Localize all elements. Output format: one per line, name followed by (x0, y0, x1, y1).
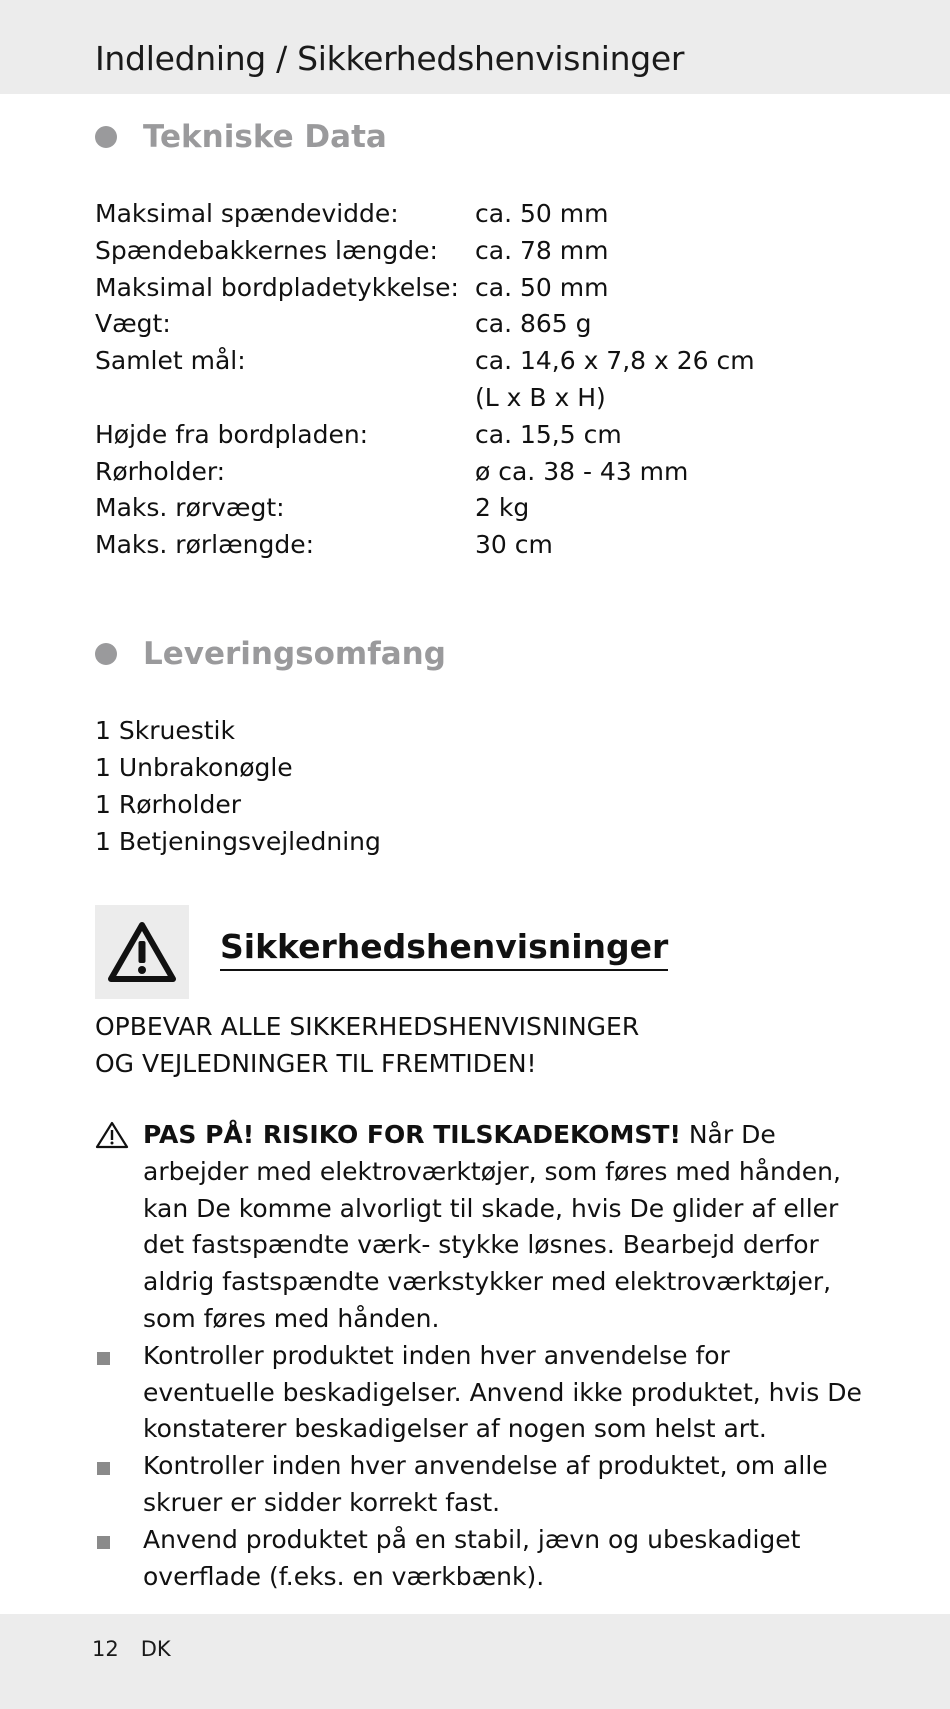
marker (95, 1338, 131, 1375)
warning-triangle-icon (95, 1121, 129, 1149)
safety-item (95, 1448, 865, 1522)
spec-value: ca. 14,6 x 7,8 x 26 cm (475, 346, 755, 376)
spec-value: 2 kg (475, 493, 530, 523)
spec-label: Maksimal bordpladetykkelse: (95, 272, 459, 302)
list-item: 1 Betjeningsvejledning (95, 827, 381, 856)
marker (95, 1448, 131, 1485)
section-title: Leveringsomfang (143, 636, 446, 672)
warning-box (95, 905, 189, 999)
warning-triangle-icon (107, 921, 177, 983)
spec-value: ø ca. 38 - 43 mm (475, 456, 689, 486)
safety-item-text: Kontroller produktet inden hver anvendelse for eventuelle beskadigelser. Anvend ikke produktet, hvis De konstaterer beskadigelser af nogen som helst art. (143, 1340, 862, 1444)
spec-label: Vægt: (95, 309, 171, 339)
spec-row (95, 527, 855, 564)
spec-row (95, 306, 855, 343)
spec-value: ca. 50 mm (475, 199, 609, 228)
bullet-dot-icon (95, 126, 117, 148)
square-bullet-icon (97, 1352, 110, 1365)
section-heading-technical (95, 117, 387, 157)
marker (95, 1522, 131, 1559)
list-item: 1 Unbrakonøgle (95, 753, 293, 782)
scope-list (95, 712, 381, 860)
spec-label: Samlet mål: (95, 346, 246, 376)
section-title: Tekniske Data (143, 119, 387, 155)
spec-label: Spændebakkernes længde: (95, 235, 438, 265)
spec-label: Højde fra bordpladen: (95, 419, 369, 449)
spec-value: (L x B x H) (475, 382, 606, 412)
spec-row (95, 380, 855, 417)
spec-row (95, 233, 855, 270)
list-item: 1 Skruestik (95, 716, 235, 745)
safety-title: Sikkerhedshenvisninger (220, 927, 668, 971)
spec-value: ca. 78 mm (475, 235, 609, 265)
spec-row (95, 343, 855, 380)
spec-label: Maksimal spændevidde: (95, 199, 399, 228)
spec-value: ca. 865 g (475, 309, 592, 339)
marker (95, 1117, 131, 1154)
spec-table (95, 196, 855, 564)
spec-row (95, 454, 855, 491)
spec-row (95, 196, 855, 233)
spec-value: ca. 15,5 cm (475, 419, 622, 449)
spec-label: Maks. rørlængde: (95, 530, 315, 560)
bullet-dot-icon (95, 643, 117, 665)
spec-value: ca. 50 mm (475, 272, 609, 302)
safety-warning-item (95, 1117, 865, 1338)
spec-value: 30 cm (475, 530, 553, 560)
spec-label: Rørholder: (95, 456, 226, 486)
safety-item (95, 1338, 865, 1448)
warning-text: Når De arbejder med elektroværktøjer, som føres med hånden, kan De komme alvorligt til skade, hvis De glider af eller det fastspændte værk- stykke løsnes. Bearbejd derfor aldrig fastspændte værkstykker med elektroværktøjer, som føres med hånden. (143, 1120, 841, 1333)
spec-label (95, 380, 475, 417)
spec-row (95, 490, 855, 527)
notice-line: OG VEJLEDNINGER TIL FREMTIDEN! (95, 1049, 537, 1078)
list-item: 1 Rørholder (95, 790, 241, 819)
keep-instructions-notice (95, 1008, 875, 1082)
safety-item (95, 1522, 865, 1596)
square-bullet-icon (97, 1462, 110, 1475)
square-bullet-icon (97, 1536, 110, 1549)
spec-row (95, 270, 855, 307)
notice-line: OPBEVAR ALLE SIKKERHEDSHENVISNINGER (95, 1012, 640, 1041)
spec-label: Maks. rørvægt: (95, 493, 285, 523)
footer-band (0, 1614, 950, 1709)
safety-list (95, 1117, 865, 1595)
section-heading-scope (95, 634, 446, 674)
safety-item-text: Anvend produktet på en stabil, jævn og ubeskadiget overflade (f.eks. en værkbænk). (143, 1524, 801, 1591)
page-number: 12 (92, 1637, 119, 1661)
spec-row (95, 417, 855, 454)
language-code: DK (140, 1637, 171, 1661)
page-title: Indledning / Sikkerhedshenvisninger (95, 39, 685, 78)
footer (92, 1637, 193, 1661)
safety-item-text: Kontroller inden hver anvendelse af produktet, om alle skruer er sidder korrekt fast. (143, 1451, 828, 1517)
warning-strong: PAS PÅ! RISIKO FOR TILSKADEKOMST! (143, 1120, 681, 1149)
